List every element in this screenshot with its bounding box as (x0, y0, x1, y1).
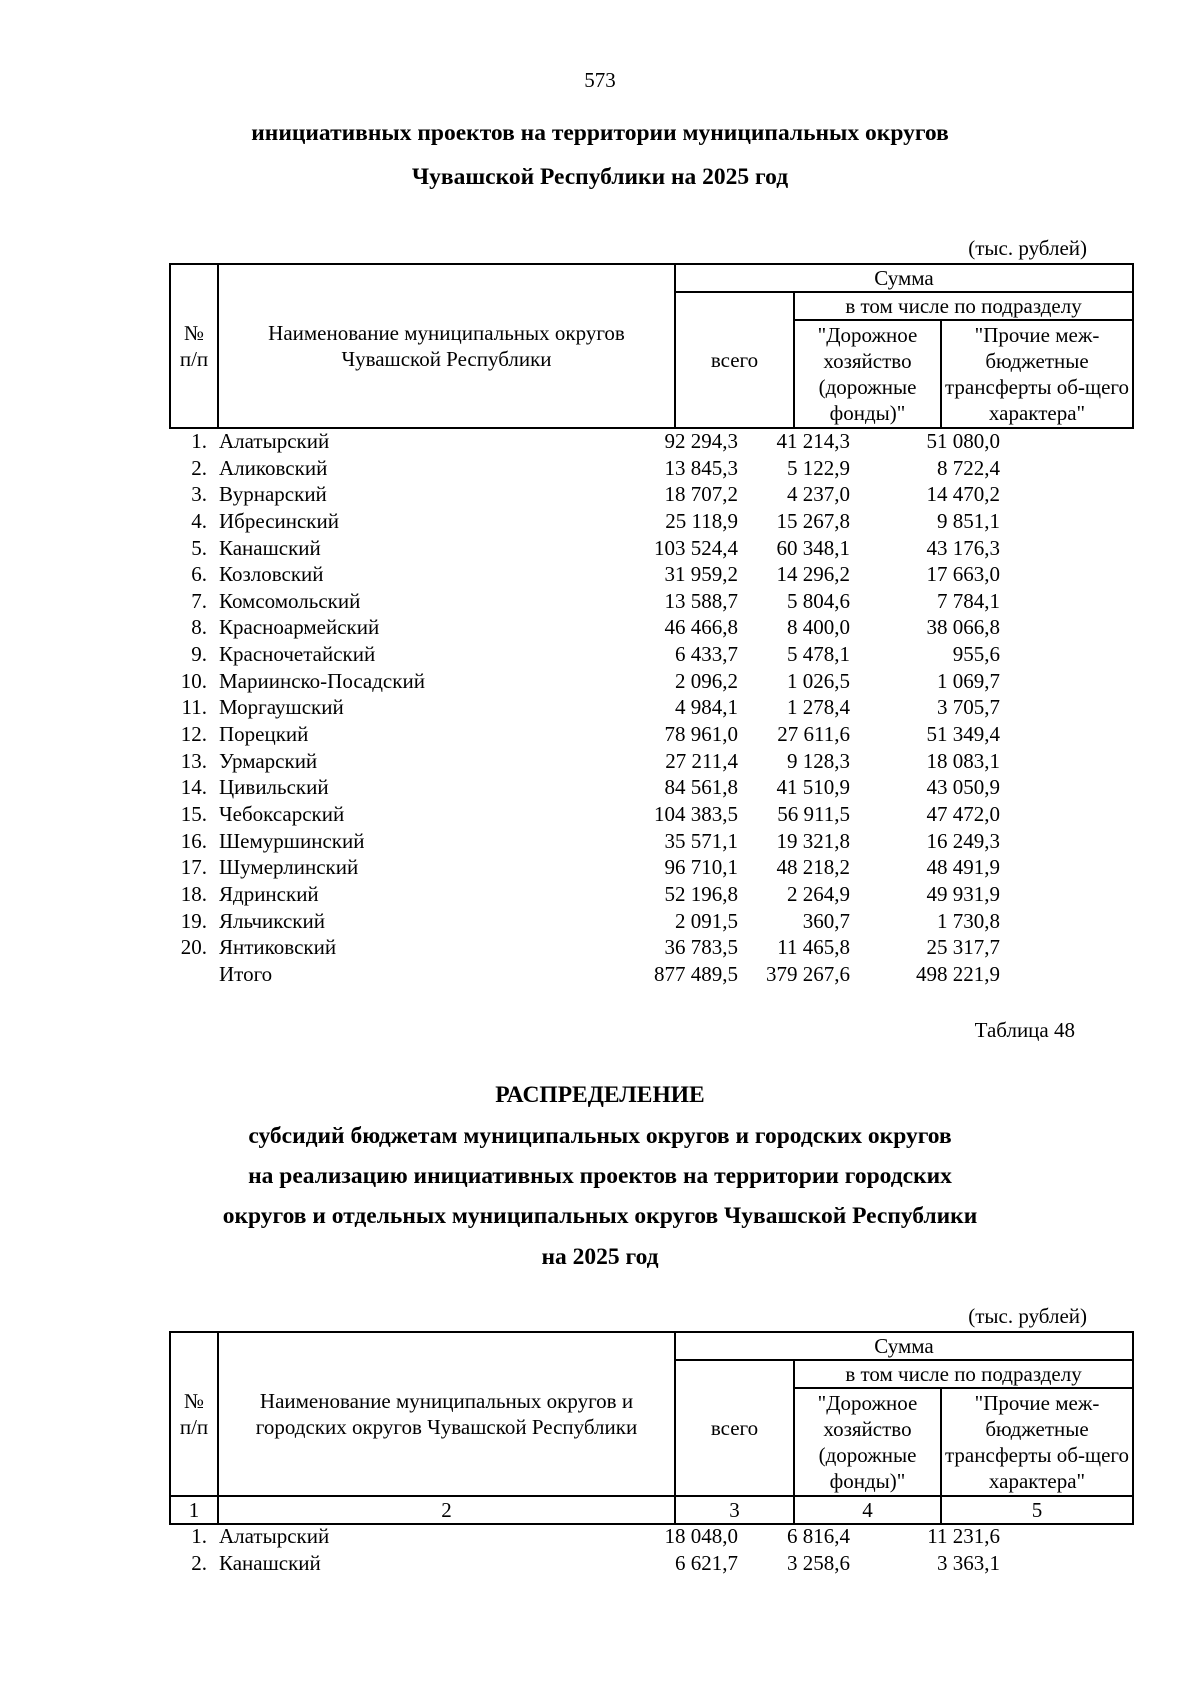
cell-name: Цивильский (219, 775, 329, 800)
table-row (169, 1523, 1132, 1550)
cell-total: 36 783,5 (664, 935, 738, 960)
page-title-line-1: инициативных проектов на территории муниципальных округов (251, 120, 949, 146)
cell-name: Янтиковский (219, 935, 337, 960)
table-row (169, 748, 1132, 775)
table-row (169, 908, 1132, 935)
cell-name: Ибресинский (219, 508, 339, 533)
units-label: (тыс. рублей) (968, 236, 1087, 260)
cell-road: 6 816,4 (787, 1524, 850, 1548)
cell-road: 48 218,2 (776, 855, 850, 880)
cell-other: 43 050,9 (926, 775, 1000, 800)
table-row (169, 774, 1132, 801)
cell-road: 11 465,8 (777, 935, 850, 960)
cell-total: 31 959,2 (664, 562, 738, 587)
cell-name: Чебоксарский (219, 801, 345, 826)
cell-total: 18 707,2 (664, 482, 738, 507)
cell-num: 2. (191, 455, 207, 480)
cell-total: 46 466,8 (664, 615, 738, 640)
cell-num: 3. (191, 482, 207, 507)
cell-other: 1 730,8 (937, 908, 1000, 933)
cell-other: 38 066,8 (926, 615, 1000, 640)
table-row (169, 588, 1132, 615)
cell-name: Аликовский (219, 455, 328, 480)
cell-total: 6 621,7 (675, 1550, 738, 1575)
header-sum: Сумма (675, 264, 1133, 292)
cell-total: 2 091,5 (675, 908, 738, 933)
cell-road: 15 267,8 (776, 508, 850, 533)
header2-incl: в том числе по подразделу (794, 1360, 1133, 1388)
header2-other: "Прочие меж-бюджетные трансферты об-щего характера" (941, 1388, 1133, 1496)
cell-num: 14. (180, 775, 207, 800)
cell-num: 18. (180, 881, 207, 906)
cell-other: 1 069,7 (937, 668, 1000, 693)
total-other: 498 221,9 (916, 961, 1000, 986)
cell-total: 18 048,0 (664, 1524, 738, 1548)
header-other: "Прочие меж-бюджетные трансферты об-щего характера" (941, 320, 1133, 428)
cell-other: 14 470,2 (926, 482, 1000, 507)
table1-header (169, 263, 1134, 429)
cell-road: 4 237,0 (787, 482, 850, 507)
header2-road: "Дорожное хозяйство (дорожные фонды)" (794, 1388, 941, 1496)
cell-num: 4. (191, 508, 207, 533)
table-row (169, 455, 1132, 482)
cell-road: 41 510,9 (776, 775, 850, 800)
table-row (169, 828, 1132, 855)
cell-other: 8 722,4 (937, 455, 1000, 480)
cell-num: 5. (191, 535, 207, 560)
cell-num: 19. (180, 908, 207, 933)
table-row (169, 881, 1132, 908)
cell-name: Комсомольский (219, 588, 361, 613)
cell-other: 955,6 (952, 642, 1000, 667)
cell-other: 7 784,1 (937, 588, 1000, 613)
total-row (169, 961, 1132, 988)
section-title-line-4: округов и отдельных муниципальных округов Чувашской Республики (222, 1203, 978, 1229)
total-total: 877 489,5 (654, 961, 738, 986)
table2-body (169, 1523, 1132, 1576)
cell-name: Алатырский (219, 429, 330, 453)
cell-num: 11. (181, 695, 207, 720)
cell-other: 9 851,1 (937, 508, 1000, 533)
cell-other: 51 080,0 (926, 429, 1000, 453)
cell-name: Яльчикский (219, 908, 325, 933)
cell-other: 25 317,7 (926, 935, 1000, 960)
header2-sum: Сумма (675, 1332, 1133, 1360)
cell-total: 104 383,5 (654, 801, 738, 826)
cell-num: 8. (191, 615, 207, 640)
cell-name: Урмарский (219, 748, 318, 773)
cell-num: 13. (180, 748, 207, 773)
cell-total: 4 984,1 (675, 695, 738, 720)
cell-num: 15. (180, 801, 207, 826)
cell-name: Шемуршинский (219, 828, 365, 853)
section-title-line-5: на 2025 год (541, 1244, 659, 1270)
cell-other: 47 472,0 (926, 801, 1000, 826)
cell-road: 2 264,9 (787, 881, 850, 906)
cell-other: 17 663,0 (926, 562, 1000, 587)
table-row (169, 561, 1132, 588)
cell-road: 5 122,9 (787, 455, 850, 480)
cell-road: 1 278,4 (787, 695, 850, 720)
table-row (169, 1550, 1132, 1577)
cell-road: 5 804,6 (787, 588, 850, 613)
cell-total: 2 096,2 (675, 668, 738, 693)
cell-road: 360,7 (802, 908, 850, 933)
cell-name: Козловский (219, 562, 324, 587)
cell-name: Ядринский (219, 881, 319, 906)
cell-total: 25 118,9 (665, 508, 738, 533)
cell-num: 10. (180, 668, 207, 693)
header-total: всего (675, 292, 794, 428)
table-row (169, 614, 1132, 641)
cell-total: 27 211,4 (665, 748, 738, 773)
header-name: Наименование муниципальных округов Чувашской Республики (218, 264, 675, 428)
cell-num: 16. (180, 828, 207, 853)
cell-total: 13 588,7 (664, 588, 738, 613)
cell-other: 3 705,7 (937, 695, 1000, 720)
table2-header (169, 1331, 1134, 1525)
header2-name: Наименование муниципальных округов и городских округов Чувашской Республики (218, 1332, 675, 1496)
table-row (169, 694, 1132, 721)
cell-num: 9. (191, 642, 207, 667)
col-number-5: 5 (941, 1496, 1133, 1524)
table-row (169, 481, 1132, 508)
col-number-4: 4 (794, 1496, 941, 1524)
cell-road: 3 258,6 (787, 1550, 850, 1575)
table-row (169, 535, 1132, 562)
cell-other: 18 083,1 (926, 748, 1000, 773)
col-number-1: 1 (170, 1496, 218, 1524)
cell-other: 3 363,1 (937, 1550, 1000, 1575)
cell-road: 56 911,5 (777, 801, 850, 826)
header2-num: № п/п (170, 1332, 218, 1496)
total-name: Итого (219, 961, 273, 986)
cell-road: 5 478,1 (787, 642, 850, 667)
cell-total: 13 845,3 (664, 455, 738, 480)
cell-name: Алатырский (219, 1524, 330, 1548)
total-road: 379 267,6 (766, 961, 850, 986)
table-row (169, 934, 1132, 961)
cell-other: 43 176,3 (926, 535, 1000, 560)
header-num: № п/п (170, 264, 218, 428)
cell-name: Канашский (219, 535, 321, 560)
cell-road: 14 296,2 (776, 562, 850, 587)
cell-other: 51 349,4 (926, 722, 1000, 747)
cell-road: 9 128,3 (787, 748, 850, 773)
header2-total: всего (675, 1360, 794, 1496)
table-row (169, 508, 1132, 535)
cell-road: 60 348,1 (776, 535, 850, 560)
page-number: 573 (584, 68, 616, 92)
table-row (169, 801, 1132, 828)
cell-total: 103 524,4 (654, 535, 738, 560)
cell-name: Красноармейский (219, 615, 380, 640)
cell-name: Красночетайский (219, 642, 376, 667)
cell-total: 92 294,3 (664, 429, 738, 453)
cell-total: 6 433,7 (675, 642, 738, 667)
cell-name: Шумерлинский (219, 855, 359, 880)
cell-total: 35 571,1 (664, 828, 738, 853)
cell-road: 27 611,6 (777, 722, 850, 747)
col-number-3: 3 (675, 1496, 794, 1524)
cell-total: 52 196,8 (664, 881, 738, 906)
table-row (169, 854, 1132, 881)
header-road: "Дорожное хозяйство (дорожные фонды)" (794, 320, 941, 428)
cell-road: 1 026,5 (787, 668, 850, 693)
cell-other: 11 231,6 (927, 1524, 1000, 1548)
units-label-2: (тыс. рублей) (968, 1304, 1087, 1328)
cell-num: 17. (180, 855, 207, 880)
section-title-line-2: субсидий бюджетам муниципальных округов и городских округов (248, 1123, 952, 1149)
cell-num: 7. (191, 588, 207, 613)
cell-name: Моргаушский (219, 695, 344, 720)
cell-total: 96 710,1 (664, 855, 738, 880)
cell-num: 12. (180, 722, 207, 747)
header-incl: в том числе по подразделу (794, 292, 1133, 320)
cell-name: Вурнарский (219, 482, 327, 507)
table-label: Таблица 48 (974, 1018, 1075, 1042)
cell-name: Порецкий (219, 722, 309, 747)
cell-other: 48 491,9 (926, 855, 1000, 880)
cell-road: 19 321,8 (776, 828, 850, 853)
cell-road: 41 214,3 (776, 429, 850, 453)
table-row (169, 428, 1132, 455)
col-number-2: 2 (218, 1496, 675, 1524)
table-row (169, 641, 1132, 668)
cell-name: Мариинско-Посадский (219, 668, 425, 693)
cell-total: 84 561,8 (664, 775, 738, 800)
cell-name: Канашский (219, 1550, 321, 1575)
cell-other: 49 931,9 (926, 881, 1000, 906)
page-title-line-2: Чувашской Республики на 2025 год (411, 164, 789, 190)
table1-body (169, 428, 1132, 987)
cell-num: 20. (180, 935, 207, 960)
cell-num: 2. (191, 1550, 207, 1575)
cell-total: 78 961,0 (664, 722, 738, 747)
cell-road: 8 400,0 (787, 615, 850, 640)
cell-num: 1. (191, 429, 207, 453)
table-row (169, 721, 1132, 748)
table-row (169, 668, 1132, 695)
section-title-line-3: на реализацию инициативных проектов на территории городских (248, 1163, 952, 1189)
cell-num: 1. (191, 1524, 207, 1548)
cell-other: 16 249,3 (926, 828, 1000, 853)
section-title-line-1: РАСПРЕДЕЛЕНИЕ (495, 1082, 705, 1108)
cell-num: 6. (191, 562, 207, 587)
